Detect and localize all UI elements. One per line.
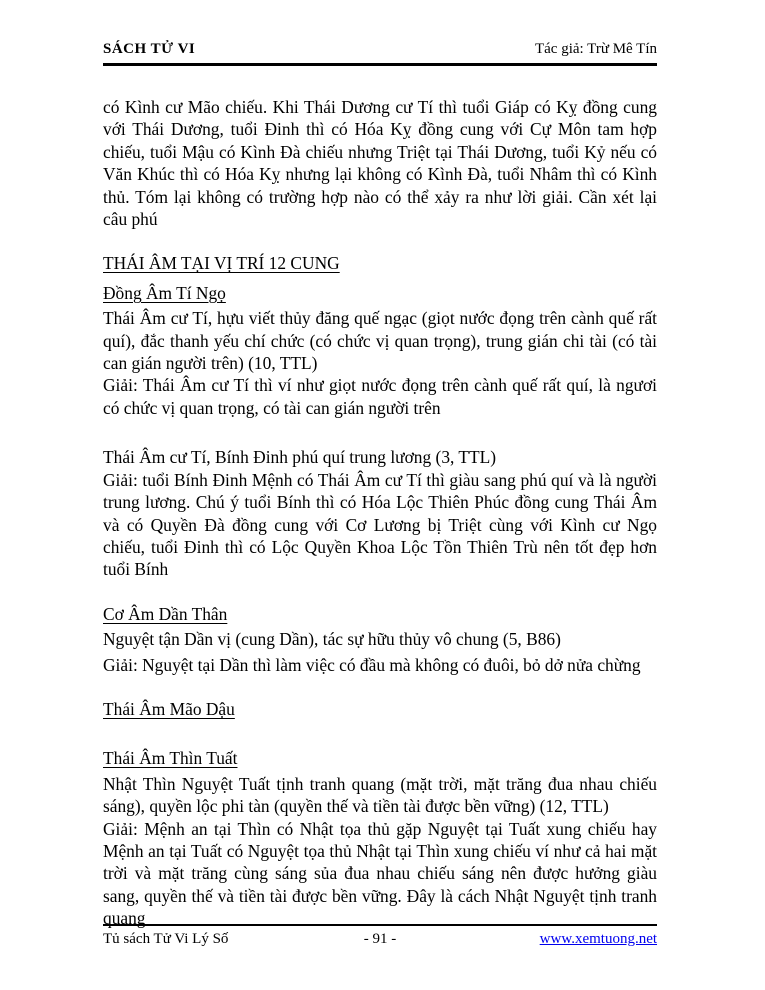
section-heading-thai-am-12-cung: THÁI ÂM TẠI VỊ TRÍ 12 CUNG — [103, 253, 340, 274]
giai-paragraph: Giải: Mệnh an tại Thìn có Nhật tọa thủ gặp Nguyệt tại Tuất xung chiếu hay Mệnh an tại Tuất có Nguyệt tọa thủ Nhật tại Thìn xung chiếu ví như cả hai mặt trời và mặt trăng cùng sáng sủa đua nhau chiếu sáng nên được hưởng giàu sang, quyền thế và tiền tài được bền vững. Đây là cách Nhật Nguyệt tịnh tranh quang — [103, 818, 657, 929]
page-header — [103, 40, 657, 66]
author-credit: Tác giả: Trừ Mê Tín — [534, 41, 657, 57]
phu-text-paragraph: Nhật Thìn Nguyệt Tuất tịnh tranh quang (mặt trời, mặt trăng đua nhau chiếu sáng), quyền lộc phi tàn (quyền thế và tiền tài được bền vững) (12, TTL) — [103, 773, 657, 817]
phu-text-paragraph: Thái Âm cư Tí, hựu viết thủy đăng quế ngạc (giọt nước đọng trên cành quế rất quí), đắc thanh yếu chí chức (có chức vị quan trọng), trung gián chi tài (có tài can gián người trên) (10, TTL) — [103, 308, 657, 374]
subsection-heading-dong-am-ti-ngo: Đồng Âm Tí Ngọ — [103, 282, 226, 303]
giai-paragraph: Giải: tuổi Bính Đinh Mệnh có Thái Âm cư Tí thì giàu sang phú quí và là người trung lương. Chú ý tuổi Bính thì có Hóa Lộc Thiên Phúc đồng cung Thái Âm và có Quyền Đà đồng cung với Cơ Lương bị Triệt cùng với Kình cư Ngọ chiếu, tuổi Đinh thì có Lộc Quyền Khoa Lộc Tồn Thiên Trù nên tốt đẹp hơn tuổi Bính — [103, 469, 657, 580]
subsection-heading-co-am-dan-than: Cơ Âm Dần Thân — [103, 603, 228, 624]
footer-series-title: Tủ sách Tử Vi Lý Số — [103, 931, 229, 947]
phu-text-paragraph: Thái Âm cư Tí, Bính Đinh phú quí trung lương (3, TTL) — [103, 447, 497, 468]
giai-paragraph: Giải: Thái Âm cư Tí thì ví như giọt nước đọng trên cành quế rất quí, là ngươi có chức vị quan trọng, có tài can gián người trên — [103, 375, 657, 418]
book-title: SÁCH TỬ VI — [103, 41, 196, 57]
page-footer — [103, 924, 657, 949]
footer-page-number: - 91 - — [363, 931, 397, 947]
intro-paragraph: có Kình cư Mão chiếu. Khi Thái Dương cư Tí thì tuổi Giáp có Kỵ đồng cung với Thái Dương, tuổi Đinh thì có Hóa Kỵ đồng cung với Cự Môn tam hợp chiếu, tuổi Mậu có Kình Đà chiếu nhưng Triệt tại Thái Dương, tuổi Kỷ nếu có Văn Khúc thì có Hóa Kỵ nhưng lại không có Kình Đà, tuổi Nhâm thì có Kình thủ. Tóm lại không có trường hợp nào có thể xảy ra như lời giải. Cần xét lại câu phú — [103, 97, 657, 230]
page-body — [103, 96, 657, 930]
giai-paragraph: Giải: Nguyệt tại Dần thì làm việc có đầu mà không có đuôi, bỏ dở nửa chừng — [103, 654, 641, 675]
subsection-heading-thai-am-mao-dau: Thái Âm Mão Dậu — [103, 698, 235, 719]
phu-text-paragraph: Nguyệt tận Dần vị (cung Dần), tác sự hữu thủy vô chung (5, B86) — [103, 629, 561, 650]
subsection-heading-thai-am-thin-tuat: Thái Âm Thìn Tuất — [103, 748, 238, 769]
footer-website-link[interactable]: www.xemtuong.net — [539, 931, 658, 947]
